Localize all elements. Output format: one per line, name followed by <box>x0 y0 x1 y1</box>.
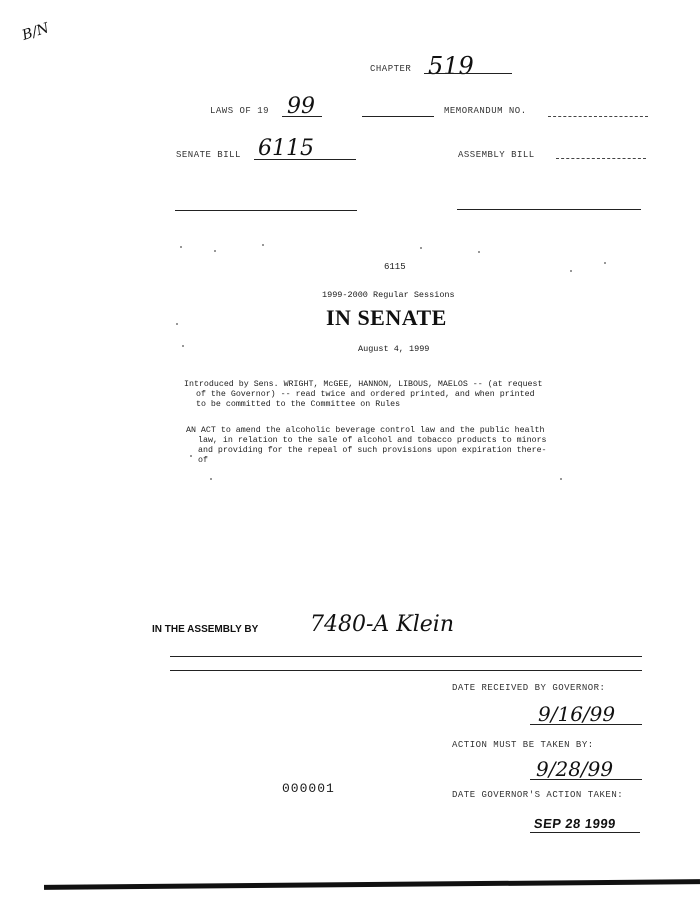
act-line: of <box>198 456 208 465</box>
scan-speck <box>604 262 606 264</box>
chamber-title: IN SENATE <box>326 305 447 330</box>
scan-speck <box>570 270 572 272</box>
memorandum-label: MEMORANDUM NO. <box>444 106 527 116</box>
introduced-line: to be committed to the Committee on Rules <box>196 400 401 409</box>
scan-speck <box>478 251 480 253</box>
page-number: 000001 <box>282 781 335 796</box>
introduced-line: of the Governor) -- read twice and ordered printed, and when printed <box>196 390 535 399</box>
scan-speck <box>262 244 264 246</box>
scan-speck <box>176 323 178 325</box>
laws-of-underline <box>282 116 322 117</box>
action-taken-label: DATE GOVERNOR'S ACTION TAKEN: <box>452 790 624 800</box>
assembly-label: IN THE ASSEMBLY BY <box>152 624 259 635</box>
senate-bill-underline <box>254 159 356 160</box>
action-by-label: ACTION MUST BE TAKEN BY: <box>452 740 594 750</box>
action-by-underline <box>530 779 642 780</box>
bill-number: 6115 <box>384 262 406 272</box>
date-received-underline <box>530 724 642 725</box>
memorandum-blank-line <box>548 116 648 117</box>
assembly-line-1 <box>170 656 642 657</box>
act-line: and providing for the repeal of such provisions upon expiration there- <box>198 446 547 455</box>
chapter-underline <box>424 73 512 74</box>
action-taken-stamp: SEP 28 1999 <box>533 816 617 831</box>
scan-speck <box>180 246 182 248</box>
laws-of-value: 99 <box>287 94 315 119</box>
session-label: 1999-2000 Regular Sessions <box>322 290 455 300</box>
action-by-value: 9/28/99 <box>536 757 614 781</box>
bill-date: August 4, 1999 <box>358 344 430 354</box>
assembly-value: 7480-A Klein <box>310 612 454 637</box>
act-line: law, in relation to the sale of alcohol and tobacco products to minors <box>198 436 547 445</box>
laws-of-label: LAWS OF 19 <box>210 106 270 116</box>
act-line: AN ACT to amend the alcoholic beverage control law and the public health <box>186 426 545 435</box>
senate-bill-value: 6115 <box>258 136 314 161</box>
chapter-label: CHAPTER <box>370 64 412 74</box>
scan-speck <box>210 478 212 480</box>
scan-speck <box>560 478 562 480</box>
assembly-line-2 <box>170 670 642 671</box>
act-paragraph <box>186 426 547 466</box>
corner-initials: B/N <box>20 20 52 44</box>
scan-speck <box>420 247 422 249</box>
blank-line-right <box>457 209 641 210</box>
chapter-value: 519 <box>428 52 474 80</box>
senate-bill-label: SENATE BILL <box>176 150 241 160</box>
assembly-bill-label: ASSEMBLY BILL <box>458 150 535 160</box>
assembly-bill-blank-line <box>556 158 646 159</box>
laws-of-blank-line <box>362 116 434 117</box>
scan-edge-bar <box>44 879 700 890</box>
blank-line-left <box>175 210 357 211</box>
scan-speck <box>214 250 216 252</box>
date-received-label: DATE RECEIVED BY GOVERNOR: <box>452 683 606 693</box>
scan-speck <box>182 345 184 347</box>
date-received-value: 9/16/99 <box>538 702 616 726</box>
introduced-line: Introduced by Sens. WRIGHT, McGEE, HANNON, LIBOUS, MAELOS -- (at request <box>184 380 543 389</box>
action-taken-underline <box>530 832 640 833</box>
introduced-paragraph <box>184 380 542 410</box>
